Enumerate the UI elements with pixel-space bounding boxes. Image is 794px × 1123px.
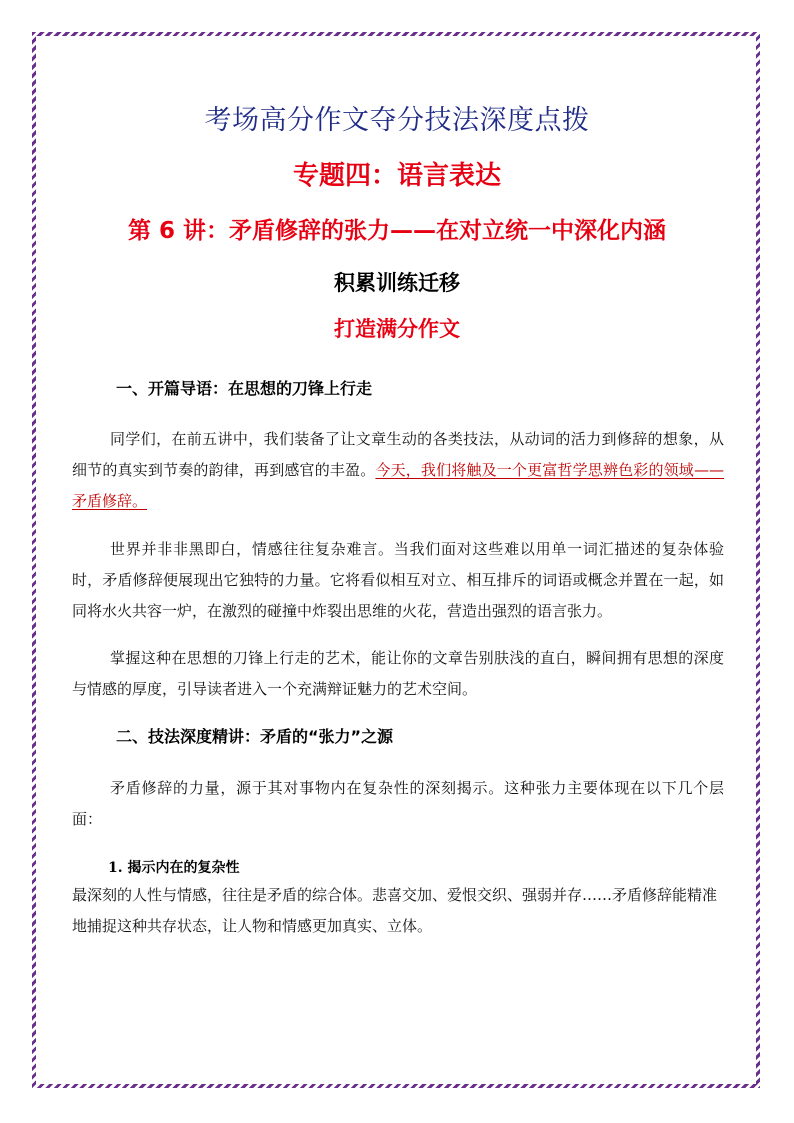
subsection1-text: 最深刻的人性与情感，往往是矛盾的综合体。悲喜交加、爱恨交织、强弱并存……矛盾修辞能精准地捕捉这种共存状态，让人物和情感更加真实、立体。: [72, 886, 718, 935]
document-title: 考场高分作文夺分技法深度点拨: [204, 105, 590, 136]
lecture-title: 第 6 讲：矛盾修辞的张力——在对立统一中深化内涵: [127, 218, 667, 244]
topic-title: 专题四：语言表达: [292, 161, 501, 191]
accumulate-subtitle: 积累训练迁移: [334, 271, 460, 295]
section2-heading: 二、技法深度精讲：矛盾的“张力”之源: [116, 727, 394, 746]
section1-paragraph-3: 掌握这种在思想的刀锋上行走的艺术，能让你的文章告别肤浅的直白，瞬间拥有思想的深度与情感的厚度，引导读者进入一个充满辩证魅力的艺术空间。: [72, 649, 724, 698]
section1-heading: 一、开篇导语：在思想的刀锋上行走: [116, 379, 373, 398]
subsection1-heading: 1. 揭示内在的复杂性: [108, 860, 240, 876]
section1-paragraph-2: 世界并非非黑即白，情感往往复杂难言。当我们面对这些难以用单一词汇描述的复杂体验时，矛盾修辞便展现出它独特的力量。它将看似相互对立、相互排斥的词语或概念并置在一起，如同将水火共容一炉，在激烈的碰撞中炸裂出思维的火花，营造出强烈的语言张力。: [72, 540, 724, 620]
section1-paragraph-1: [72, 424, 724, 517]
paragraph-text: 同学们，在前五讲中，我们装备了让文章生动的各类技法，从动词的活力到修辞的想象，从细节的真实到节奏的韵律，再到感官的丰盈。: [72, 430, 724, 479]
section2-paragraph-1: 矛盾修辞的力量，源于其对事物内在复杂性的深刻揭示。这种张力主要体现在以下几个层面：: [72, 779, 724, 828]
build-subtitle: 打造满分作文: [334, 317, 460, 341]
highlighted-sentence: 今天，我们将触及一个更富哲学思辨色彩的领域——矛盾修辞。: [72, 461, 724, 510]
